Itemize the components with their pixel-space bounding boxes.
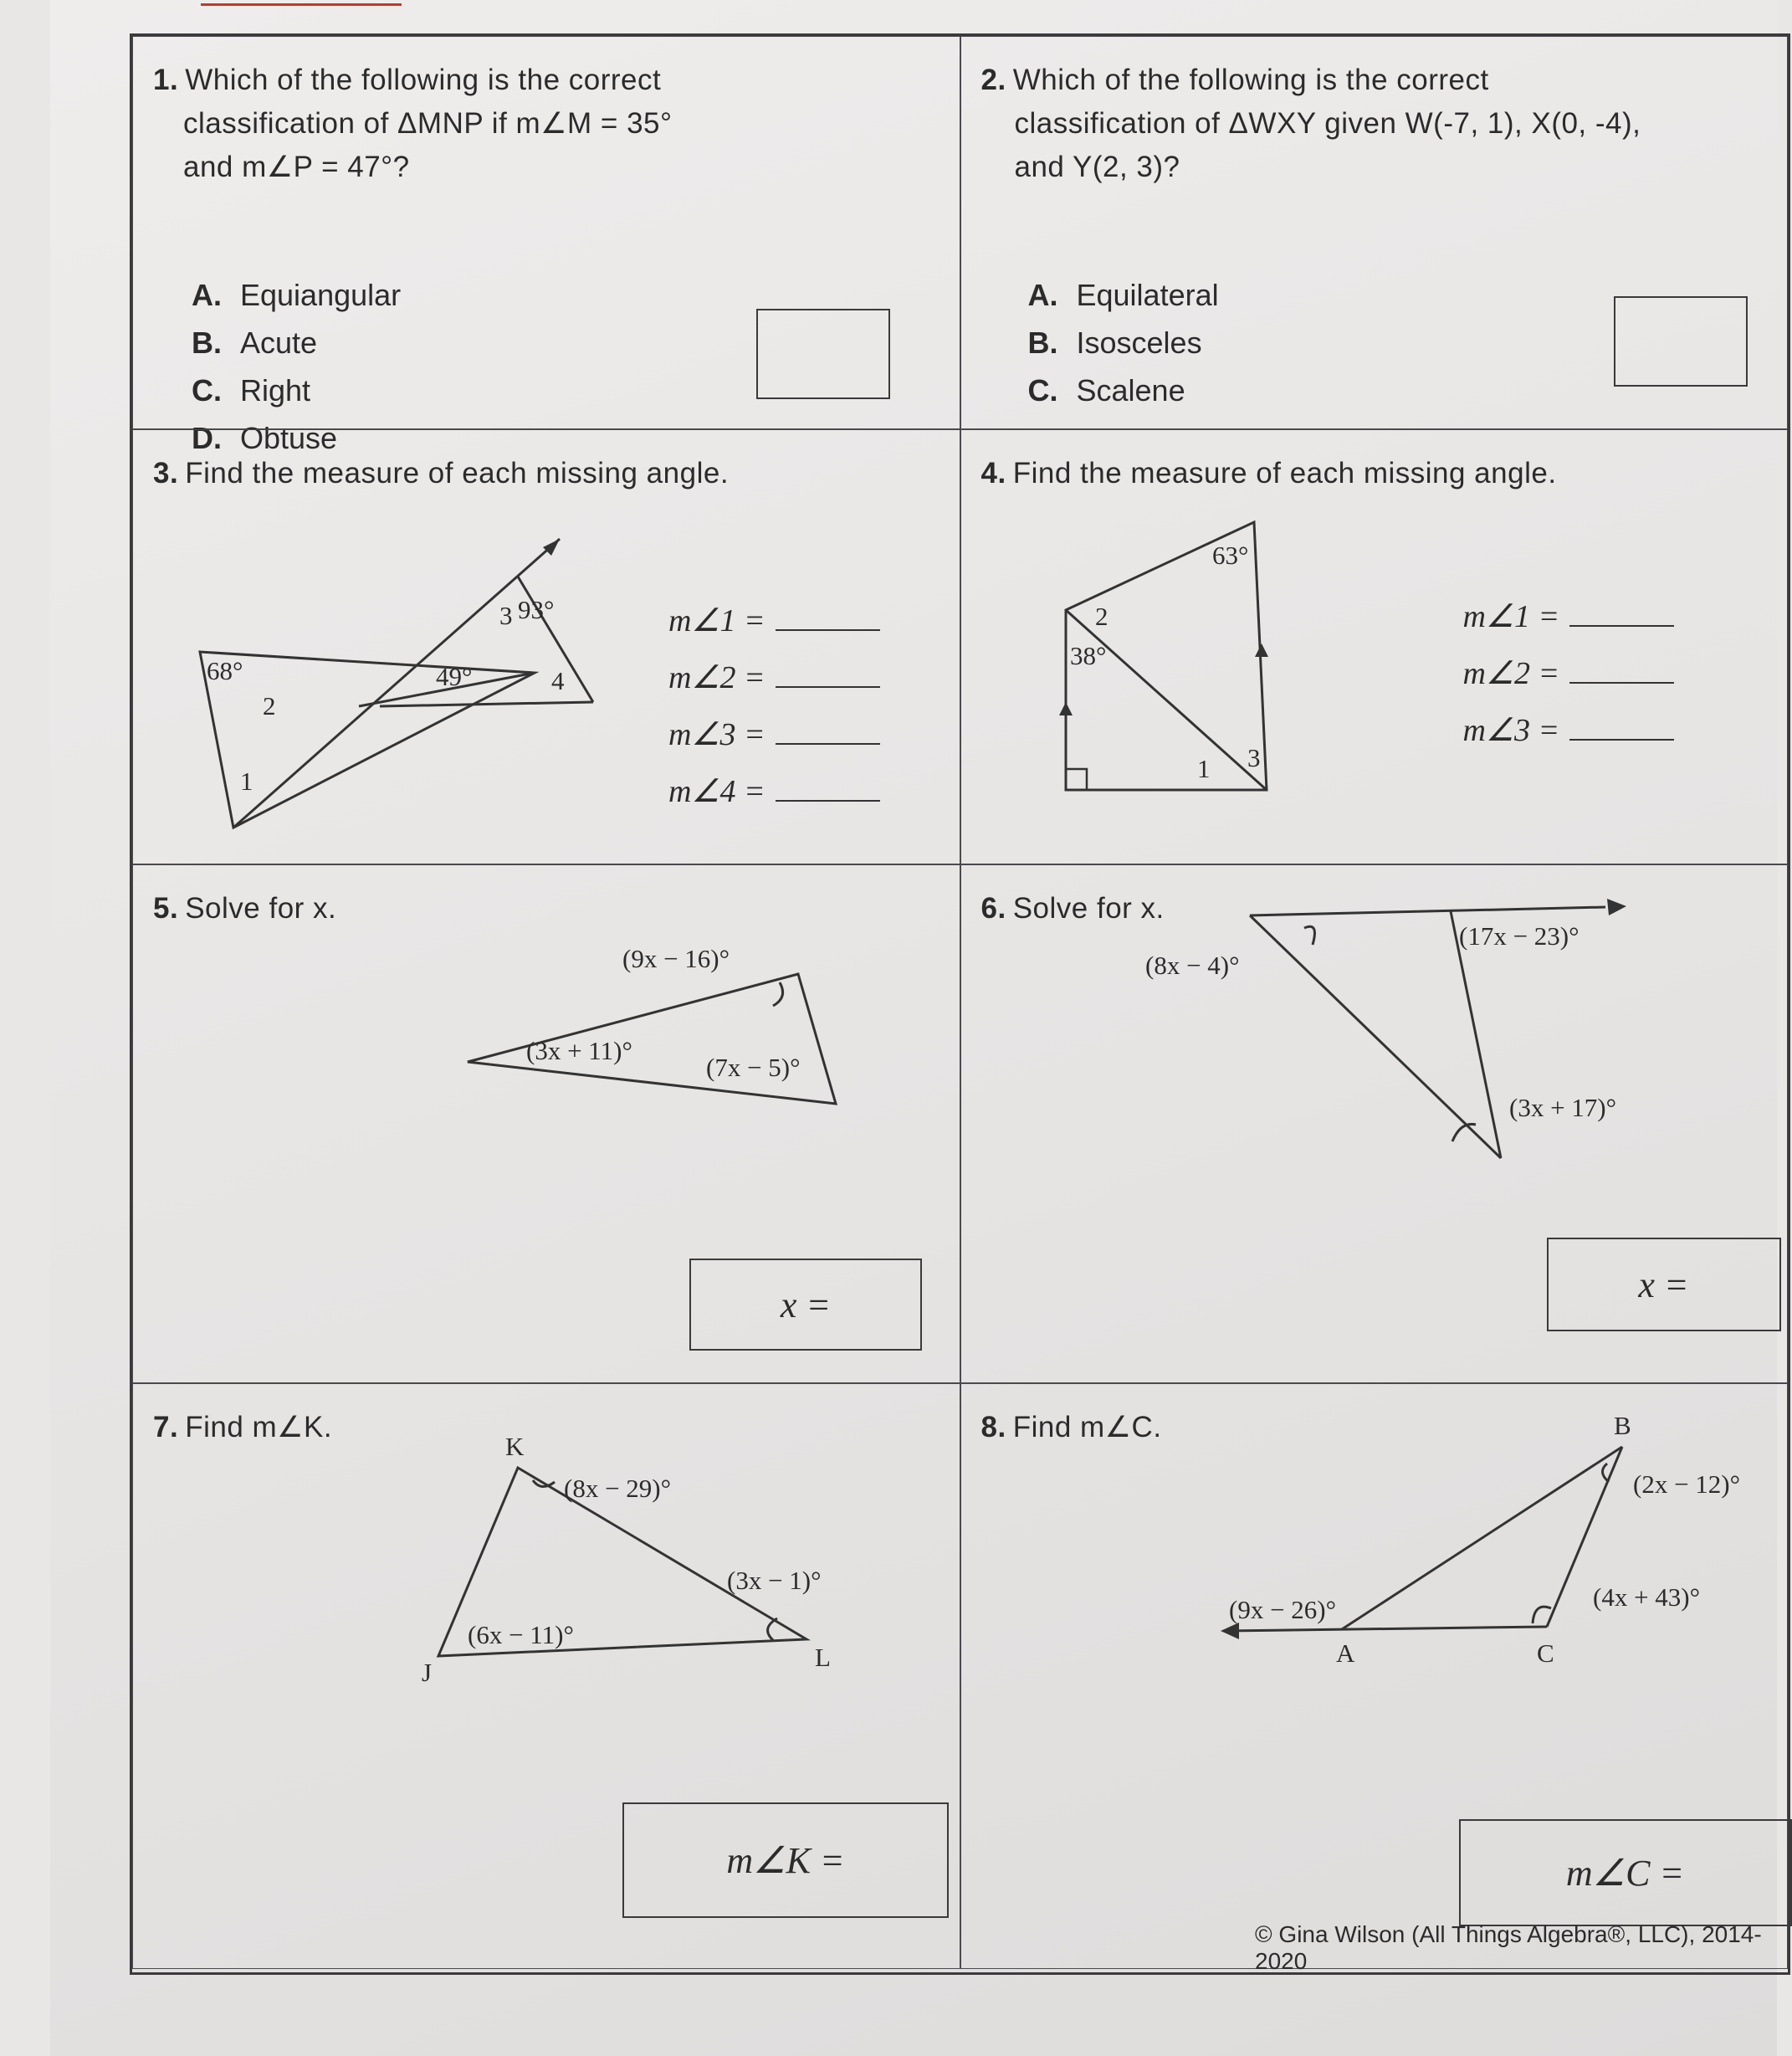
angle-2-label: 2: [263, 691, 276, 720]
answer-box[interactable]: m∠C =: [1459, 1819, 1792, 1926]
question-number: 4.: [980, 457, 1006, 490]
answer-box[interactable]: x =: [1547, 1238, 1781, 1331]
vertex-j-label: J: [422, 1658, 433, 1687]
angle-k-label: (8x − 29)°: [564, 1474, 672, 1503]
top-angle-label: (9x − 16)°: [622, 944, 730, 973]
angle-j-label: (6x − 11)°: [468, 1620, 574, 1649]
extended-base: [1225, 1627, 1547, 1631]
transversal-ray: [233, 539, 560, 828]
vertex-b-label: B: [1613, 1411, 1631, 1440]
triangle-diagram: [463, 915, 848, 1133]
bottom-angle-label: (3x + 17)°: [1508, 1093, 1616, 1122]
triangle: [468, 974, 836, 1104]
question-5: [132, 864, 960, 1383]
choice-a[interactable]: A. Equiangular: [192, 278, 402, 312]
answer-box[interactable]: x =: [689, 1259, 922, 1351]
vertex-l-label: L: [815, 1643, 831, 1672]
triangle-diagram: [1144, 899, 1748, 1200]
choice-list: [1028, 271, 1219, 414]
angle-arc: [1304, 926, 1314, 945]
triangle-diagram: [1221, 1411, 1756, 1685]
question-7: [132, 1383, 960, 1969]
copyright-notice: © Gina Wilson (All Things Algebra®, LLC), 2014-2020: [1255, 1921, 1762, 1974]
arrow-head: [1221, 1623, 1239, 1639]
parallel-arrow: [1255, 643, 1268, 657]
angle-arc: [773, 982, 783, 1006]
choice-c[interactable]: C. Right: [192, 373, 311, 408]
question-3: [132, 429, 960, 864]
vertex-a-label: A: [1335, 1638, 1354, 1668]
question-number: 5.: [153, 892, 179, 925]
question-number: 8.: [980, 1411, 1006, 1443]
answer-blanks: [668, 602, 880, 829]
prompt-line: classification of ΔMNP if m∠M = 35°: [183, 107, 673, 140]
vertex-k-label: K: [505, 1432, 525, 1461]
angle-4-label: 4: [551, 666, 565, 695]
triangle-left: [200, 652, 535, 828]
exterior-angle-label: (9x − 26)°: [1228, 1595, 1336, 1624]
question-number: 3.: [153, 457, 179, 490]
question-4: [960, 429, 1789, 864]
blank-angle-4[interactable]: m∠4 =: [668, 772, 880, 829]
blank-angle-3[interactable]: m∠3 =: [668, 715, 880, 772]
choice-b[interactable]: B. Isosceles: [1027, 326, 1202, 360]
right-angle-label: (7x − 5)°: [706, 1053, 801, 1082]
prompt-line: Find m∠C.: [1012, 1411, 1162, 1443]
exterior-angle-label: (8x − 4)°: [1144, 951, 1240, 980]
side: [1250, 915, 1501, 1158]
blank-angle-1[interactable]: m∠1 =: [668, 602, 880, 659]
prompt-line: Find the measure of each missing angle.: [1012, 457, 1557, 490]
angle-38-label: 38°: [1069, 641, 1106, 670]
right-angle-mark: [1066, 769, 1087, 790]
angle-l-label: (3x − 1)°: [727, 1566, 822, 1595]
blank-angle-1[interactable]: m∠1 =: [1463, 597, 1675, 654]
prompt-line: and Y(2, 3)?: [1014, 151, 1180, 183]
side: [1342, 1447, 1622, 1629]
angle-1-label: 1: [1196, 754, 1210, 783]
parallel-arrow: [1059, 702, 1073, 715]
prompt-line: Solve for x.: [1012, 892, 1165, 925]
angle-1-label: 1: [240, 767, 253, 796]
question-1-prompt: [153, 59, 926, 189]
choice-b[interactable]: B. Acute: [192, 326, 318, 360]
triangle-diagram: [183, 514, 652, 849]
vertex-c-label: C: [1536, 1638, 1554, 1668]
blank-angle-3[interactable]: m∠3 =: [1463, 711, 1675, 768]
prompt-line: classification of ΔWXY given W(-7, 1), X(0, -4),: [1014, 107, 1641, 140]
angle-arc: [1452, 1124, 1476, 1141]
prompt-line: Find m∠K.: [185, 1411, 333, 1443]
answer-blanks: [1463, 597, 1675, 768]
prompt-line: Which of the following is the correct: [1012, 64, 1489, 96]
worksheet-page: [50, 0, 1777, 2056]
question-8: [960, 1383, 1789, 1969]
question-1: [132, 36, 960, 455]
angle-63-label: 63°: [1211, 541, 1248, 570]
answer-box[interactable]: m∠K =: [622, 1802, 949, 1918]
top-angle-label: (17x − 23)°: [1458, 921, 1580, 951]
angle-3-label: 3: [499, 601, 513, 630]
answer-box[interactable]: [756, 309, 890, 399]
question-number: 7.: [153, 1411, 179, 1443]
quadrilateral-diagram: [1062, 518, 1313, 802]
diagonal: [1066, 610, 1267, 790]
left-angle-label: (3x + 11)°: [526, 1036, 632, 1065]
arrow-head: [1607, 899, 1626, 915]
angle-93-label: 93°: [518, 595, 555, 624]
prompt-line: Solve for x.: [185, 892, 337, 925]
choice-d[interactable]: D. Obtuse: [192, 421, 338, 455]
prompt-line: Which of the following is the correct: [185, 64, 662, 96]
angle-49-label: 49°: [436, 662, 473, 691]
question-2-prompt: [981, 59, 1754, 189]
angle-68-label: 68°: [207, 656, 243, 685]
prompt-line: and m∠P = 47°?: [183, 151, 410, 183]
question-number: 1.: [153, 64, 179, 96]
triangle-diagram: [422, 1430, 869, 1687]
angle-3-label: 3: [1247, 743, 1260, 772]
question-2: [960, 36, 1789, 429]
question-number: 2.: [980, 64, 1006, 96]
question-4-prompt: [981, 452, 1754, 495]
prompt-line: Find the measure of each missing angle.: [185, 457, 730, 490]
choice-a[interactable]: A. Equilateral: [1027, 278, 1219, 312]
question-grid: [130, 33, 1790, 1975]
angle-c-label: (4x + 43)°: [1592, 1582, 1700, 1612]
extended-ray: [1250, 907, 1605, 915]
blank-angle-2[interactable]: m∠2 =: [668, 659, 880, 715]
choice-c[interactable]: C. Scalene: [1027, 373, 1185, 408]
angle-2-label: 2: [1094, 602, 1108, 631]
segment: [380, 702, 593, 706]
blank-angle-2[interactable]: m∠2 =: [1463, 654, 1675, 711]
answer-box[interactable]: [1614, 296, 1748, 387]
question-number: 6.: [980, 892, 1006, 925]
question-3-prompt: [153, 452, 926, 495]
question-6: [960, 864, 1789, 1383]
angle-b-label: (2x − 12)°: [1632, 1469, 1740, 1499]
header-mark: [201, 0, 402, 6]
